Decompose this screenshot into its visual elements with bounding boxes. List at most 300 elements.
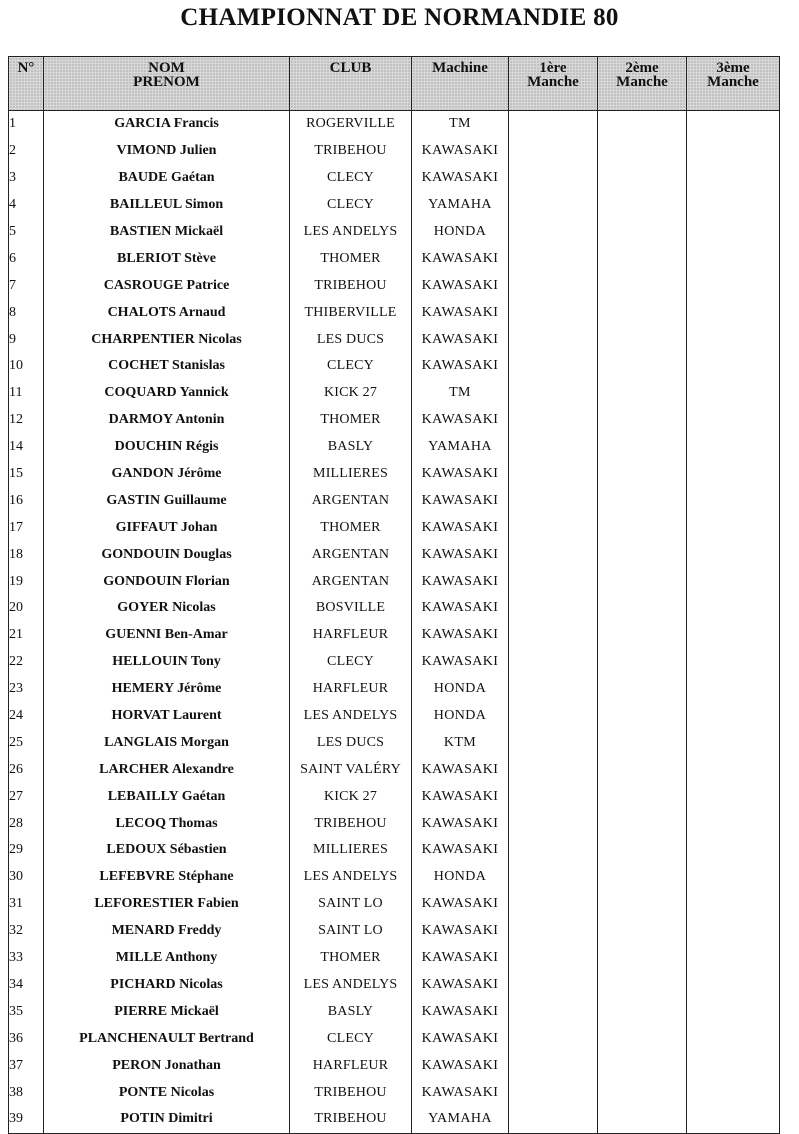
rider-name: PICHARD Nicolas bbox=[44, 972, 290, 999]
manche-3-cell bbox=[687, 703, 780, 730]
manche-1-cell bbox=[509, 514, 598, 541]
manche-3-cell bbox=[687, 219, 780, 246]
rider-number: 34 bbox=[9, 972, 44, 999]
manche-3-cell bbox=[687, 998, 780, 1025]
rider-name: GARCIA Francis bbox=[44, 111, 290, 138]
manche-3-cell bbox=[687, 972, 780, 999]
rider-number: 25 bbox=[9, 729, 44, 756]
rider-machine: HONDA bbox=[412, 219, 509, 246]
page-title: CHAMPIONNAT DE NORMANDIE 80 bbox=[180, 4, 619, 31]
table-row bbox=[9, 864, 780, 891]
rider-club: THOMER bbox=[290, 514, 412, 541]
rider-number: 2 bbox=[9, 138, 44, 165]
manche-3-cell bbox=[687, 1079, 780, 1106]
manche-2-cell bbox=[598, 595, 687, 622]
manche-2-cell bbox=[598, 380, 687, 407]
manche-3-cell bbox=[687, 407, 780, 434]
table-row bbox=[9, 810, 780, 837]
table-row bbox=[9, 326, 780, 353]
manche-1-cell bbox=[509, 1079, 598, 1106]
manche-1-cell bbox=[509, 487, 598, 514]
manche-2-cell bbox=[598, 165, 687, 192]
table-row bbox=[9, 219, 780, 246]
manche-3-cell bbox=[687, 434, 780, 461]
rider-machine: KAWASAKI bbox=[412, 568, 509, 595]
manche-2-cell bbox=[598, 1025, 687, 1052]
rider-machine: KTM bbox=[412, 729, 509, 756]
rider-number: 10 bbox=[9, 353, 44, 380]
manche-3-cell bbox=[687, 165, 780, 192]
rider-machine: KAWASAKI bbox=[412, 1079, 509, 1106]
manche-1-cell bbox=[509, 568, 598, 595]
manche-1-cell bbox=[509, 891, 598, 918]
table-row bbox=[9, 487, 780, 514]
rider-name: LEBAILLY Gaétan bbox=[44, 783, 290, 810]
rider-machine: KAWASAKI bbox=[412, 837, 509, 864]
rider-club: THIBERVILLE bbox=[290, 299, 412, 326]
rider-number: 36 bbox=[9, 1025, 44, 1052]
manche-1-cell bbox=[509, 138, 598, 165]
rider-name: GIFFAUT Johan bbox=[44, 514, 290, 541]
manche-3-cell bbox=[687, 461, 780, 488]
rider-club: LES ANDELYS bbox=[290, 972, 412, 999]
rider-machine: KAWASAKI bbox=[412, 245, 509, 272]
manche-3-cell bbox=[687, 756, 780, 783]
table-row bbox=[9, 891, 780, 918]
manche-2-cell bbox=[598, 945, 687, 972]
table-row bbox=[9, 272, 780, 299]
manche-2-cell bbox=[598, 461, 687, 488]
manche-3-cell bbox=[687, 326, 780, 353]
manche-1-cell bbox=[509, 810, 598, 837]
manche-1-cell bbox=[509, 165, 598, 192]
rider-name: LANGLAIS Morgan bbox=[44, 729, 290, 756]
rider-number: 18 bbox=[9, 541, 44, 568]
table-row bbox=[9, 299, 780, 326]
manche-2-cell bbox=[598, 972, 687, 999]
rider-name: GANDON Jérôme bbox=[44, 461, 290, 488]
manche-2-cell bbox=[598, 756, 687, 783]
rider-club: LES DUCS bbox=[290, 729, 412, 756]
manche-2-cell bbox=[598, 703, 687, 730]
manche-2-cell bbox=[598, 998, 687, 1025]
rider-machine: KAWASAKI bbox=[412, 326, 509, 353]
rider-name: PLANCHENAULT Bertrand bbox=[44, 1025, 290, 1052]
rider-number: 31 bbox=[9, 891, 44, 918]
manche-2-cell bbox=[598, 891, 687, 918]
rider-name: BAILLEUL Simon bbox=[44, 192, 290, 219]
rider-club: LES ANDELYS bbox=[290, 864, 412, 891]
rider-club: THOMER bbox=[290, 245, 412, 272]
manche-3-cell bbox=[687, 487, 780, 514]
rider-machine: YAMAHA bbox=[412, 434, 509, 461]
rider-name: GUENNI Ben-Amar bbox=[44, 622, 290, 649]
rider-number: 37 bbox=[9, 1052, 44, 1079]
manche-3-cell bbox=[687, 945, 780, 972]
manche-1-cell bbox=[509, 1025, 598, 1052]
manche-3-cell bbox=[687, 1052, 780, 1079]
manche-1-cell bbox=[509, 837, 598, 864]
manche-2-cell bbox=[598, 541, 687, 568]
rider-name: VIMOND Julien bbox=[44, 138, 290, 165]
rider-club: HARFLEUR bbox=[290, 676, 412, 703]
manche-1-cell bbox=[509, 192, 598, 219]
manche-3-cell bbox=[687, 1106, 780, 1133]
manche-3-cell bbox=[687, 864, 780, 891]
manche-2-cell bbox=[598, 622, 687, 649]
manche-2-cell bbox=[598, 407, 687, 434]
rider-number: 16 bbox=[9, 487, 44, 514]
table-body bbox=[9, 111, 780, 1134]
manche-1-cell bbox=[509, 326, 598, 353]
rider-club: TRIBEHOU bbox=[290, 272, 412, 299]
rider-club: SAINT LO bbox=[290, 891, 412, 918]
rider-number: 30 bbox=[9, 864, 44, 891]
manche-2-cell bbox=[598, 1079, 687, 1106]
rider-name: CASROUGE Patrice bbox=[44, 272, 290, 299]
rider-machine: KAWASAKI bbox=[412, 810, 509, 837]
rider-machine: KAWASAKI bbox=[412, 514, 509, 541]
table-row bbox=[9, 837, 780, 864]
manche-2-cell bbox=[598, 568, 687, 595]
manche-1-cell bbox=[509, 272, 598, 299]
rider-club: HARFLEUR bbox=[290, 1052, 412, 1079]
manche-2-cell bbox=[598, 649, 687, 676]
table-row bbox=[9, 729, 780, 756]
rider-number: 21 bbox=[9, 622, 44, 649]
rider-club: CLECY bbox=[290, 1025, 412, 1052]
table-row bbox=[9, 1106, 780, 1133]
manche-3-cell bbox=[687, 380, 780, 407]
manche-2-cell bbox=[598, 810, 687, 837]
rider-number: 26 bbox=[9, 756, 44, 783]
manche-1-cell bbox=[509, 998, 598, 1025]
manche-1-cell bbox=[509, 219, 598, 246]
entry-list-table bbox=[8, 56, 780, 1134]
header-number: N° bbox=[9, 57, 44, 111]
rider-club: HARFLEUR bbox=[290, 622, 412, 649]
table-row bbox=[9, 353, 780, 380]
manche-2-cell bbox=[598, 864, 687, 891]
rider-number: 35 bbox=[9, 998, 44, 1025]
rider-name: GASTIN Guillaume bbox=[44, 487, 290, 514]
manche-1-cell bbox=[509, 461, 598, 488]
manche-1-cell bbox=[509, 353, 598, 380]
rider-machine: KAWASAKI bbox=[412, 353, 509, 380]
rider-machine: KAWASAKI bbox=[412, 138, 509, 165]
manche-3-cell bbox=[687, 729, 780, 756]
rider-number: 24 bbox=[9, 703, 44, 730]
rider-machine: HONDA bbox=[412, 864, 509, 891]
manche-1-cell bbox=[509, 783, 598, 810]
rider-club: SAINT VALÉRY bbox=[290, 756, 412, 783]
rider-name: LARCHER Alexandre bbox=[44, 756, 290, 783]
rider-name: BASTIEN Mickaël bbox=[44, 219, 290, 246]
rider-name: GONDOUIN Florian bbox=[44, 568, 290, 595]
manche-2-cell bbox=[598, 487, 687, 514]
rider-number: 9 bbox=[9, 326, 44, 353]
table-row bbox=[9, 111, 780, 138]
table-row bbox=[9, 138, 780, 165]
manche-1-cell bbox=[509, 649, 598, 676]
manche-3-cell bbox=[687, 138, 780, 165]
rider-number: 7 bbox=[9, 272, 44, 299]
header-manche-1: 1ère Manche bbox=[509, 57, 598, 111]
rider-machine: KAWASAKI bbox=[412, 407, 509, 434]
rider-machine: KAWASAKI bbox=[412, 891, 509, 918]
rider-number: 3 bbox=[9, 165, 44, 192]
table-row bbox=[9, 165, 780, 192]
table-row bbox=[9, 595, 780, 622]
manche-2-cell bbox=[598, 138, 687, 165]
table-row bbox=[9, 1025, 780, 1052]
rider-number: 23 bbox=[9, 676, 44, 703]
rider-club: KICK 27 bbox=[290, 783, 412, 810]
rider-name: CHARPENTIER Nicolas bbox=[44, 326, 290, 353]
manche-3-cell bbox=[687, 891, 780, 918]
rider-club: SAINT LO bbox=[290, 918, 412, 945]
rider-machine: KAWASAKI bbox=[412, 487, 509, 514]
manche-3-cell bbox=[687, 783, 780, 810]
rider-machine: KAWASAKI bbox=[412, 272, 509, 299]
table-row bbox=[9, 703, 780, 730]
manche-2-cell bbox=[598, 729, 687, 756]
manche-2-cell bbox=[598, 353, 687, 380]
rider-number: 6 bbox=[9, 245, 44, 272]
manche-3-cell bbox=[687, 649, 780, 676]
manche-1-cell bbox=[509, 380, 598, 407]
table-row bbox=[9, 407, 780, 434]
rider-name: GONDOUIN Douglas bbox=[44, 541, 290, 568]
manche-1-cell bbox=[509, 407, 598, 434]
manche-2-cell bbox=[598, 837, 687, 864]
rider-club: LES ANDELYS bbox=[290, 703, 412, 730]
rider-machine: HONDA bbox=[412, 676, 509, 703]
manche-2-cell bbox=[598, 219, 687, 246]
manche-2-cell bbox=[598, 676, 687, 703]
rider-machine: YAMAHA bbox=[412, 1106, 509, 1133]
table-row bbox=[9, 461, 780, 488]
manche-1-cell bbox=[509, 918, 598, 945]
rider-name: BLERIOT Stève bbox=[44, 245, 290, 272]
manche-1-cell bbox=[509, 299, 598, 326]
rider-name: DARMOY Antonin bbox=[44, 407, 290, 434]
manche-2-cell bbox=[598, 326, 687, 353]
table-row bbox=[9, 945, 780, 972]
rider-club: LES ANDELYS bbox=[290, 219, 412, 246]
manche-2-cell bbox=[598, 1106, 687, 1133]
manche-3-cell bbox=[687, 595, 780, 622]
rider-machine: KAWASAKI bbox=[412, 1025, 509, 1052]
manche-1-cell bbox=[509, 541, 598, 568]
manche-1-cell bbox=[509, 945, 598, 972]
header-manche-3: 3ème Manche bbox=[687, 57, 780, 111]
rider-number: 8 bbox=[9, 299, 44, 326]
rider-name: LEFORESTIER Fabien bbox=[44, 891, 290, 918]
rider-club: MILLIERES bbox=[290, 461, 412, 488]
rider-club: THOMER bbox=[290, 945, 412, 972]
manche-3-cell bbox=[687, 1025, 780, 1052]
rider-club: ROGERVILLE bbox=[290, 111, 412, 138]
rider-machine: KAWASAKI bbox=[412, 595, 509, 622]
table-row bbox=[9, 676, 780, 703]
table-row bbox=[9, 568, 780, 595]
table-row bbox=[9, 1079, 780, 1106]
rider-machine: YAMAHA bbox=[412, 192, 509, 219]
rider-club: ARGENTAN bbox=[290, 568, 412, 595]
manche-2-cell bbox=[598, 192, 687, 219]
rider-name: GOYER Nicolas bbox=[44, 595, 290, 622]
manche-2-cell bbox=[598, 111, 687, 138]
rider-club: CLECY bbox=[290, 165, 412, 192]
manche-2-cell bbox=[598, 783, 687, 810]
rider-number: 15 bbox=[9, 461, 44, 488]
rider-club: TRIBEHOU bbox=[290, 138, 412, 165]
rider-number: 27 bbox=[9, 783, 44, 810]
manche-1-cell bbox=[509, 111, 598, 138]
manche-3-cell bbox=[687, 192, 780, 219]
manche-2-cell bbox=[598, 245, 687, 272]
manche-3-cell bbox=[687, 568, 780, 595]
rider-club: TRIBEHOU bbox=[290, 1106, 412, 1133]
rider-name: HEMERY Jérôme bbox=[44, 676, 290, 703]
rider-name: COQUARD Yannick bbox=[44, 380, 290, 407]
rider-club: BASLY bbox=[290, 998, 412, 1025]
rider-machine: KAWASAKI bbox=[412, 299, 509, 326]
manche-3-cell bbox=[687, 918, 780, 945]
rider-machine: KAWASAKI bbox=[412, 756, 509, 783]
manche-1-cell bbox=[509, 729, 598, 756]
manche-1-cell bbox=[509, 676, 598, 703]
table-row bbox=[9, 918, 780, 945]
rider-number: 32 bbox=[9, 918, 44, 945]
rider-number: 28 bbox=[9, 810, 44, 837]
rider-machine: KAWASAKI bbox=[412, 1052, 509, 1079]
table-row bbox=[9, 972, 780, 999]
table-row bbox=[9, 649, 780, 676]
manche-2-cell bbox=[598, 1052, 687, 1079]
rider-number: 12 bbox=[9, 407, 44, 434]
rider-number: 20 bbox=[9, 595, 44, 622]
manche-3-cell bbox=[687, 514, 780, 541]
rider-club: BASLY bbox=[290, 434, 412, 461]
manche-1-cell bbox=[509, 434, 598, 461]
rider-machine: KAWASAKI bbox=[412, 998, 509, 1025]
rider-number: 29 bbox=[9, 837, 44, 864]
rider-name: PIERRE Mickaël bbox=[44, 998, 290, 1025]
manche-2-cell bbox=[598, 272, 687, 299]
rider-number: 22 bbox=[9, 649, 44, 676]
manche-3-cell bbox=[687, 299, 780, 326]
manche-3-cell bbox=[687, 245, 780, 272]
rider-club: LES DUCS bbox=[290, 326, 412, 353]
rider-number: 17 bbox=[9, 514, 44, 541]
rider-name: BAUDE Gaétan bbox=[44, 165, 290, 192]
rider-number: 38 bbox=[9, 1079, 44, 1106]
manche-3-cell bbox=[687, 353, 780, 380]
manche-2-cell bbox=[598, 434, 687, 461]
header-club: CLUB bbox=[290, 57, 412, 111]
table-row bbox=[9, 622, 780, 649]
rider-number: 11 bbox=[9, 380, 44, 407]
rider-club: BOSVILLE bbox=[290, 595, 412, 622]
rider-club: MILLIERES bbox=[290, 837, 412, 864]
rider-machine: HONDA bbox=[412, 703, 509, 730]
rider-machine: KAWASAKI bbox=[412, 649, 509, 676]
rider-machine: KAWASAKI bbox=[412, 622, 509, 649]
rider-club: THOMER bbox=[290, 407, 412, 434]
rider-name: MILLE Anthony bbox=[44, 945, 290, 972]
manche-3-cell bbox=[687, 541, 780, 568]
rider-machine: KAWASAKI bbox=[412, 945, 509, 972]
rider-club: ARGENTAN bbox=[290, 487, 412, 514]
manche-3-cell bbox=[687, 111, 780, 138]
table-row bbox=[9, 756, 780, 783]
manche-2-cell bbox=[598, 514, 687, 541]
table-row bbox=[9, 192, 780, 219]
manche-1-cell bbox=[509, 622, 598, 649]
header-row bbox=[9, 57, 780, 111]
rider-number: 33 bbox=[9, 945, 44, 972]
rider-name: PERON Jonathan bbox=[44, 1052, 290, 1079]
rider-name: HORVAT Laurent bbox=[44, 703, 290, 730]
table-row bbox=[9, 783, 780, 810]
rider-machine: KAWASAKI bbox=[412, 461, 509, 488]
rider-name: HELLOUIN Tony bbox=[44, 649, 290, 676]
manche-1-cell bbox=[509, 756, 598, 783]
rider-club: CLECY bbox=[290, 353, 412, 380]
table-row bbox=[9, 434, 780, 461]
rider-name: DOUCHIN Régis bbox=[44, 434, 290, 461]
rider-machine: KAWASAKI bbox=[412, 165, 509, 192]
rider-number: 1 bbox=[9, 111, 44, 138]
rider-club: KICK 27 bbox=[290, 380, 412, 407]
manche-1-cell bbox=[509, 1052, 598, 1079]
rider-number: 39 bbox=[9, 1106, 44, 1133]
table-row bbox=[9, 245, 780, 272]
rider-name: PONTE Nicolas bbox=[44, 1079, 290, 1106]
rider-club: ARGENTAN bbox=[290, 541, 412, 568]
rider-club: TRIBEHOU bbox=[290, 1079, 412, 1106]
manche-1-cell bbox=[509, 595, 598, 622]
rider-club: CLECY bbox=[290, 192, 412, 219]
table-row bbox=[9, 380, 780, 407]
header-name: NOM PRENOM bbox=[44, 57, 290, 111]
table-row bbox=[9, 998, 780, 1025]
manche-2-cell bbox=[598, 918, 687, 945]
rider-number: 4 bbox=[9, 192, 44, 219]
rider-name: LECOQ Thomas bbox=[44, 810, 290, 837]
rider-machine: TM bbox=[412, 380, 509, 407]
manche-3-cell bbox=[687, 837, 780, 864]
manche-3-cell bbox=[687, 810, 780, 837]
rider-club: TRIBEHOU bbox=[290, 810, 412, 837]
rider-name: MENARD Freddy bbox=[44, 918, 290, 945]
manche-1-cell bbox=[509, 864, 598, 891]
rider-name: LEDOUX Sébastien bbox=[44, 837, 290, 864]
rider-number: 14 bbox=[9, 434, 44, 461]
header-machine: Machine bbox=[412, 57, 509, 111]
manche-1-cell bbox=[509, 703, 598, 730]
rider-name: LEFEBVRE Stéphane bbox=[44, 864, 290, 891]
rider-number: 19 bbox=[9, 568, 44, 595]
table-row bbox=[9, 514, 780, 541]
manche-1-cell bbox=[509, 1106, 598, 1133]
rider-name: COCHET Stanislas bbox=[44, 353, 290, 380]
rider-machine: KAWASAKI bbox=[412, 918, 509, 945]
header-manche-2: 2ème Manche bbox=[598, 57, 687, 111]
rider-machine: TM bbox=[412, 111, 509, 138]
